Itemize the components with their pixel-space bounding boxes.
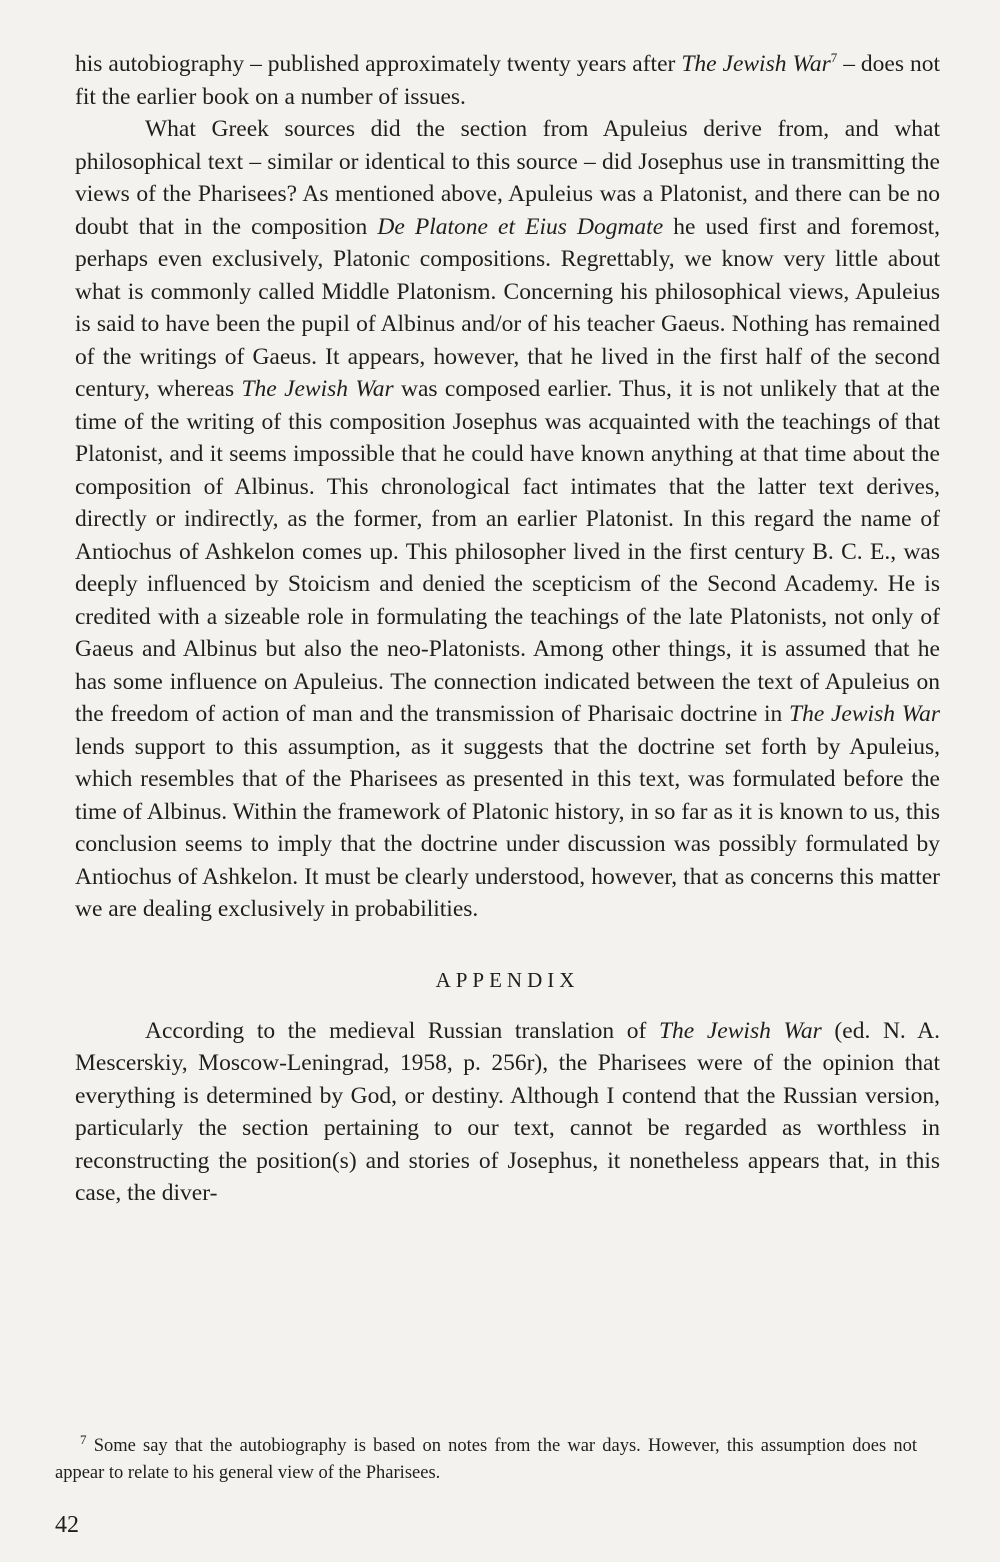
text-run: What Greek sources did the section from Apuleius derive from, and what philosophical text – similar or identical to this source – did Josephus use in transmitting the views of the Pharisees? As mentioned above, Apuleius was a Platonist, and there can be no doubt that in the composition — [75, 116, 940, 240]
italic-title: The Jewish War — [681, 51, 831, 77]
italic-title: The Jewish War — [241, 376, 394, 402]
paragraph-3 — [75, 1015, 940, 1210]
italic-title: De Platone et Eius Dogmate — [377, 213, 664, 240]
footnote — [55, 1433, 917, 1487]
text-run: According to the medieval Russian translation of — [145, 1017, 659, 1044]
text-run: was composed earlier. Thus, it is not unlikely that at the time of the writing of this composition Josephus was acquainted with the teachings of that Platonist, and it seems impossible that he could have known anything at that time about the composition of Albinus. This chronological fact intimates that the latter text derives, directly or indirectly, as the former, from an earlier Platonist. In this regard the name of Antiochus of Ashkelon comes up. This philosopher lived in the first century B. C. E., was deeply influenced by Stoicism and denied the scepticism of the Second Academy. He is credited with a sizeable role in formulating the teachings of the late Platonists, not only of Gaeus and Albinus but also the neo-Platonists. Among other things, it is assumed that he has some influence on Apuleius. The connection indicated between the text of Apuleius on the freedom of action of man and the transmission of Pharisaic doctrine in — [75, 376, 940, 727]
italic-title: The Jewish War — [658, 1017, 822, 1044]
text-run: he used first and foremost, perhaps even exclusively, Platonic compositions. Regrettably, we know very little about what is commonly called Middle Platonism. Concerning his philosophical views, Apuleius is said to have been the pupil of Albinus and/or of his teacher Gaeus. Nothing has remained of the writings of Gaeus. It appears, however, that he lived in the first half of the second century, whereas — [75, 213, 941, 402]
paragraph-1 — [75, 48, 940, 113]
italic-title: The Jewish War — [789, 701, 941, 727]
text-run: (ed. N. A. Mescerskiy, Moscow-Leningrad, 1958, p. 256r), the Pharisees were of the opinion that everything is determined by God, or destiny. Although I contend that the Russian version, particularly the section pertaining to our text, cannot be regarded as worthless in reconstructing the position(s) and stories of Josephus, it nonetheless appears that, in this case, the diver- — [75, 1017, 940, 1206]
paragraph-2 — [75, 113, 940, 926]
text-run: his autobiography – published approximately twenty years after — [75, 51, 682, 77]
footnote-reference: 7 — [830, 50, 838, 66]
footnote-number: 7 — [80, 1431, 87, 1447]
footnote-text: Some say that the autobiography is based on notes from the war days. However, this assumption does not appear to relate to his general view of the Pharisees. — [55, 1436, 917, 1483]
page-number: 42 — [55, 1512, 79, 1538]
text-run: – does not fit the earlier book on a number of issues. — [75, 51, 941, 110]
page-body — [75, 48, 940, 1210]
appendix-heading: APPENDIX — [435, 967, 580, 992]
text-run: lends support to this assumption, as it suggests that the doctrine set forth by Apuleius, which resembles that of the Pharisees as presented in this text, was formulated before the time of Albinus. Within the framework of Platonic history, in so far as it is known to us, this conclusion seems to imply that the doctrine under discussion was possibly formulated by Antiochus of Ashkelon. It must be clearly understood, however, that as concerns this matter we are dealing exclusively in probabilities. — [75, 733, 940, 922]
